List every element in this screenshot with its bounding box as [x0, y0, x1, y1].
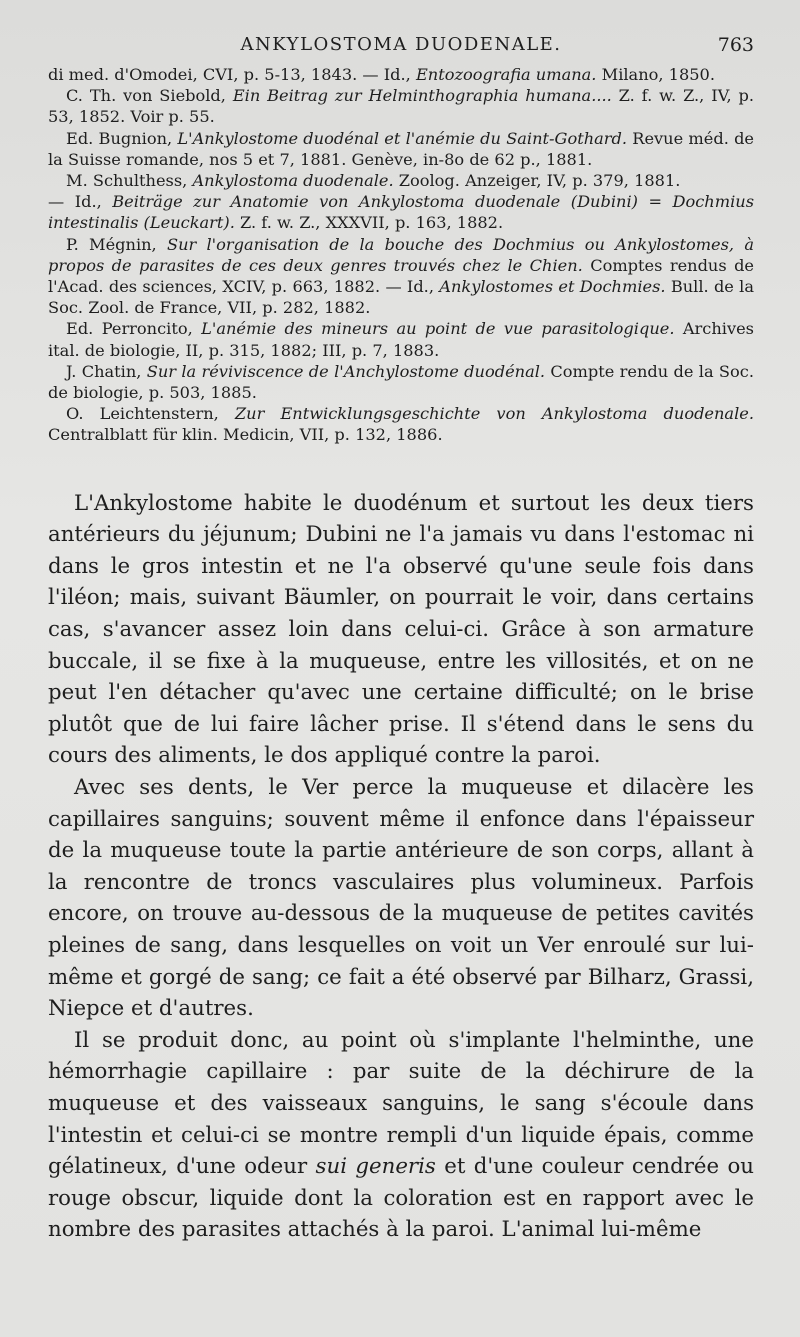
running-title: ANKYLOSTOMA DUODENALE.	[240, 34, 562, 55]
reference-entry: M. Schulthess, Ankylostoma duodenale. Zoolog. Anzeiger, IV, p. 379, 1881.	[66, 171, 681, 191]
bibliography	[48, 64, 754, 446]
running-head	[48, 28, 754, 64]
reference-entry: Ed. Bugnion, L'Ankylostome duodénal et l'anémie du Saint-Gothard. Revue méd. de la Suisse romande, nos 5 et 7, 1881. Genève, in-8o de 62 p., 1881.	[48, 128, 755, 169]
paragraph: Il se produit donc, au point où s'implante l'helminthe, une hémorrhagie capillaire : par suite de la déchirure de la muqueuse et des vaisseaux sanguins, le sang s'écoule dans l'intestin et celui-ci se montre rempli d'un liquide épais, comme gélatineux, d'une odeur sui generis et d'une couleur cendrée ou rouge obscur, liquide dont la coloration est en rapport avec le nombre des parasites attachés à la paroi. L'animal lui-même	[48, 1027, 755, 1243]
reference-entry: Ed. Perroncito, L'anémie des mineurs au point de vue parasitologique. Archives ital. de biologie, II, p. 315, 1882; III, p. 7, 1883.	[48, 319, 754, 360]
reference-entry: O. Leichtenstern, Zur Entwicklungsgeschichte von Ankylostoma duodenale. Centralblatt für klin. Medicin, VII, p. 132, 1886.	[48, 404, 754, 445]
reference-entry: — Id., Beiträge zur Anatomie von Ankylostoma duodenale (Dubini) = Dochmius intestinalis (Leuckart). Z. f. w. Z., XXXVII, p. 163, 1882.	[48, 192, 754, 233]
reference-entry: P. Mégnin, Sur l'organisation de la bouche des Dochmius ou Ankylostomes, à propos de parasites de ces deux genres trouvés chez le Chien. Comptes rendus de l'Acad. des sciences, XCIV, p. 663, 1882. — Id., Ankylostomes et Dochmies. Bull. de la Soc. Zool. de France, VII, p. 282, 1882.	[48, 234, 755, 318]
reference-entry: C. Th. von Siebold, Ein Beitrag zur Helminthographia humana.... Z. f. w. Z., IV, p. 53, 1852. Voir p. 55.	[48, 86, 755, 127]
page-number: 763	[717, 34, 754, 56]
paragraph: Avec ses dents, le Ver perce la muqueuse et dilacère les capillaires sanguins; souvent même il enfonce dans l'épaisseur de la muqueuse toute la partie antérieure de son corps, allant à la rencontre de troncs vasculaires plus volumineux. Parfois encore, on trouve au-dessous de la muqueuse de petites cavités pleines de sang, dans lesquelles on voit un Ver enroulé sur lui-même et gorgé de sang; ce fait a été observé par Bilharz, Grassi, Niepce et d'autres.	[48, 775, 754, 1022]
reference-entry: J. Chatin, Sur la réviviscence de l'Anchylostome duodénal. Compte rendu de la Soc. de biologie, p. 503, 1885.	[48, 361, 754, 403]
paragraph: L'Ankylostome habite le duodénum et surtout les deux tiers antérieurs du jéjunum; Dubini ne l'a jamais vu dans l'estomac ni dans le gros intestin et ne l'a observé qu'une seule fois dans l'iléon; mais, suivant Bäumler, on pourrait le voir, dans certains cas, s'avancer assez loin dans celui-ci. Grâce à son armature buccale, il se fixe à la muqueuse, entre les villosités, et on ne peut l'en détacher qu'avec une certaine difficulté; on le brise plutôt que de lui faire lâcher prise. Il s'étend dans le sens du cours des aliments, le dos appliqué contre la paroi.	[48, 490, 754, 769]
reference-entry: di med. d'Omodei, CVI, p. 5-13, 1843. — Id., Entozoografia umana. Milano, 1850.	[48, 65, 715, 84]
body-text	[48, 488, 754, 1246]
